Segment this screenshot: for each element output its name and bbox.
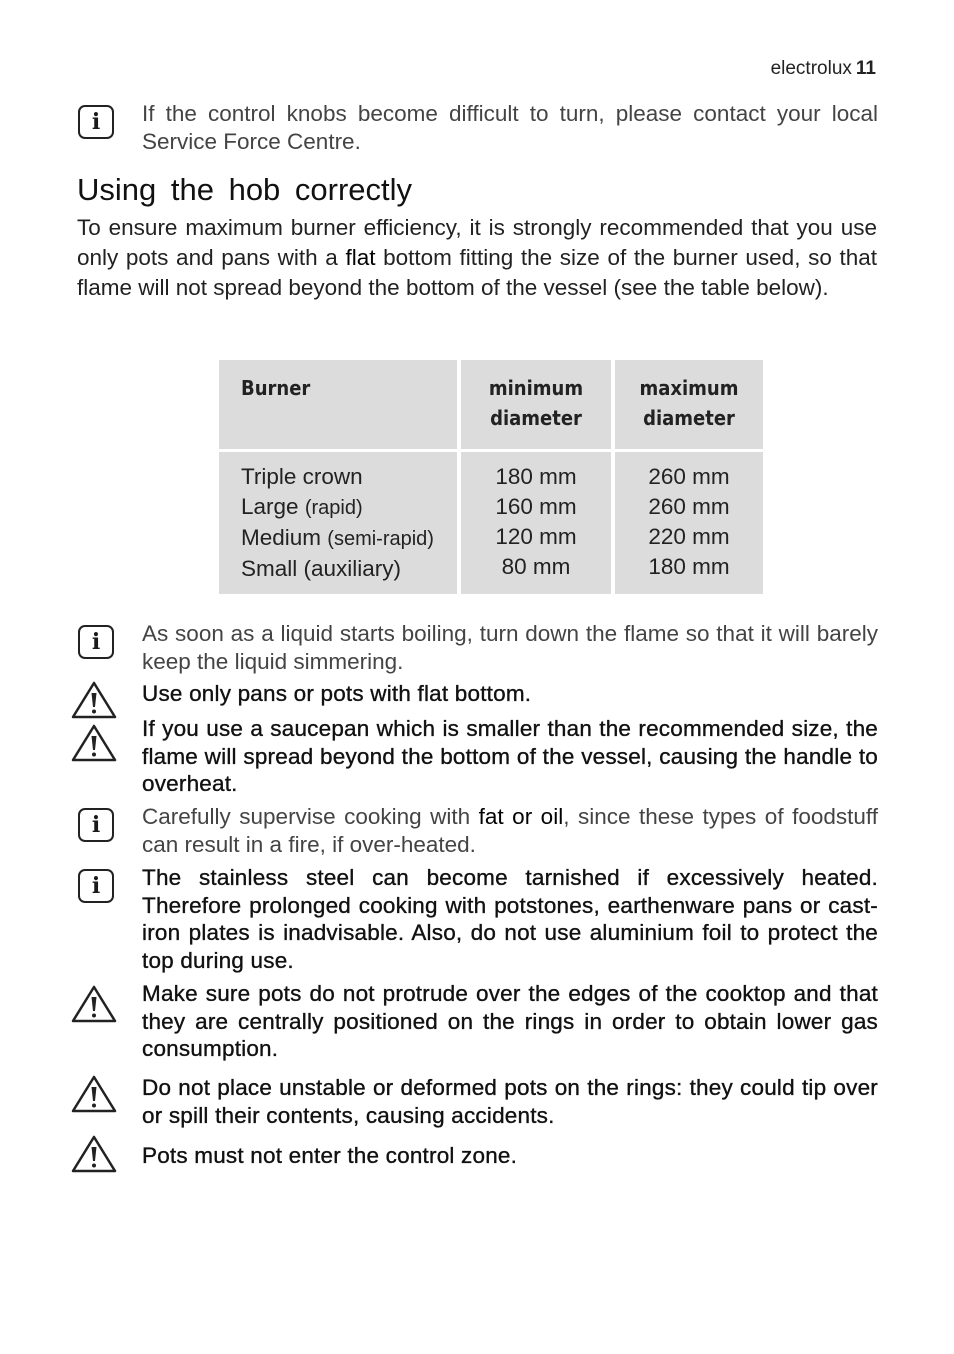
header-minimum-diameter: minimum diameter [461,360,611,449]
note-knobs [70,100,878,155]
note-text: If the control knobs become difficult to turn, please contact your local Service Force Centre. [142,101,878,154]
warning-icon [70,1074,118,1114]
table-row: Medium (semi-rapid) [241,525,434,550]
warning-protrude: Make sure pots do not protrude over the edges of the cooktop and that they are centrally positioned on the rings in order to obtain lower gas consumption. [70,980,878,1063]
brand-name: electrolux [770,58,852,79]
warning-flat-bottom: Use only pans or pots with flat bottom. [70,680,878,708]
section-title: Using the hob correctly [77,172,413,207]
info-icon: i [70,864,118,904]
note-fat-oil: i Carefully supervise cooking with fat or oil, since these types of foodstuff can result in a fire, if over-heated. [70,803,878,858]
info-icon: i [70,620,118,660]
column-burner [219,452,457,594]
table-row: Triple crown [241,464,363,489]
note-stainless-steel: i The stainless steel can become tarnished if excessively heated. Therefore prolonged cooking with potstones, earthenware pans or cast-iron plates is inadvisable. Also, do not use aluminium foil to protect the top during use. [70,864,878,974]
fat-oil-emphasis: fat or oil [478,804,564,829]
page-number: 11 [855,58,876,79]
warning-icon [70,680,118,720]
column-minimum: 180 mm 160 mm 120 mm 80 mm [461,452,611,594]
table-row: Small (auxiliary) [241,556,402,581]
warning-icon [70,984,118,1024]
intro-emphasis: flat [345,245,376,270]
burner-diameter-table [219,360,763,594]
warning-unstable-pots: Do not place unstable or deformed pots on the rings: they could tip over or spill their contents, causing accidents. [70,1074,878,1129]
header-maximum-diameter: maximum diameter [615,360,763,449]
table-row: Large (rapid) [241,494,363,519]
note-boiling: i As soon as a liquid starts boiling, turn down the flame so that it will barely keep the liquid simmering. [70,620,878,675]
warning-icon [70,1134,118,1174]
column-maximum: 260 mm 260 mm 220 mm 180 mm [615,452,763,594]
header-burner: Burner [219,360,457,449]
warning-smaller-pan: If you use a saucepan which is smaller than the recommended size, the flame will spread beyond the bottom of the vessel, causing the handle to overheat. [70,715,878,798]
warning-control-zone: Pots must not enter the control zone. [70,1142,878,1170]
info-icon: i [70,100,118,140]
page-header [771,58,876,80]
section-intro: To ensure maximum burner efficiency, it is strongly recommended that you use only pots and pans with a flat bottom fitting the size of the burner used, so that flame will not spread beyond the bottom of the vessel (see the table below). [77,215,877,300]
info-icon: i [70,803,118,843]
warning-icon [70,723,118,763]
